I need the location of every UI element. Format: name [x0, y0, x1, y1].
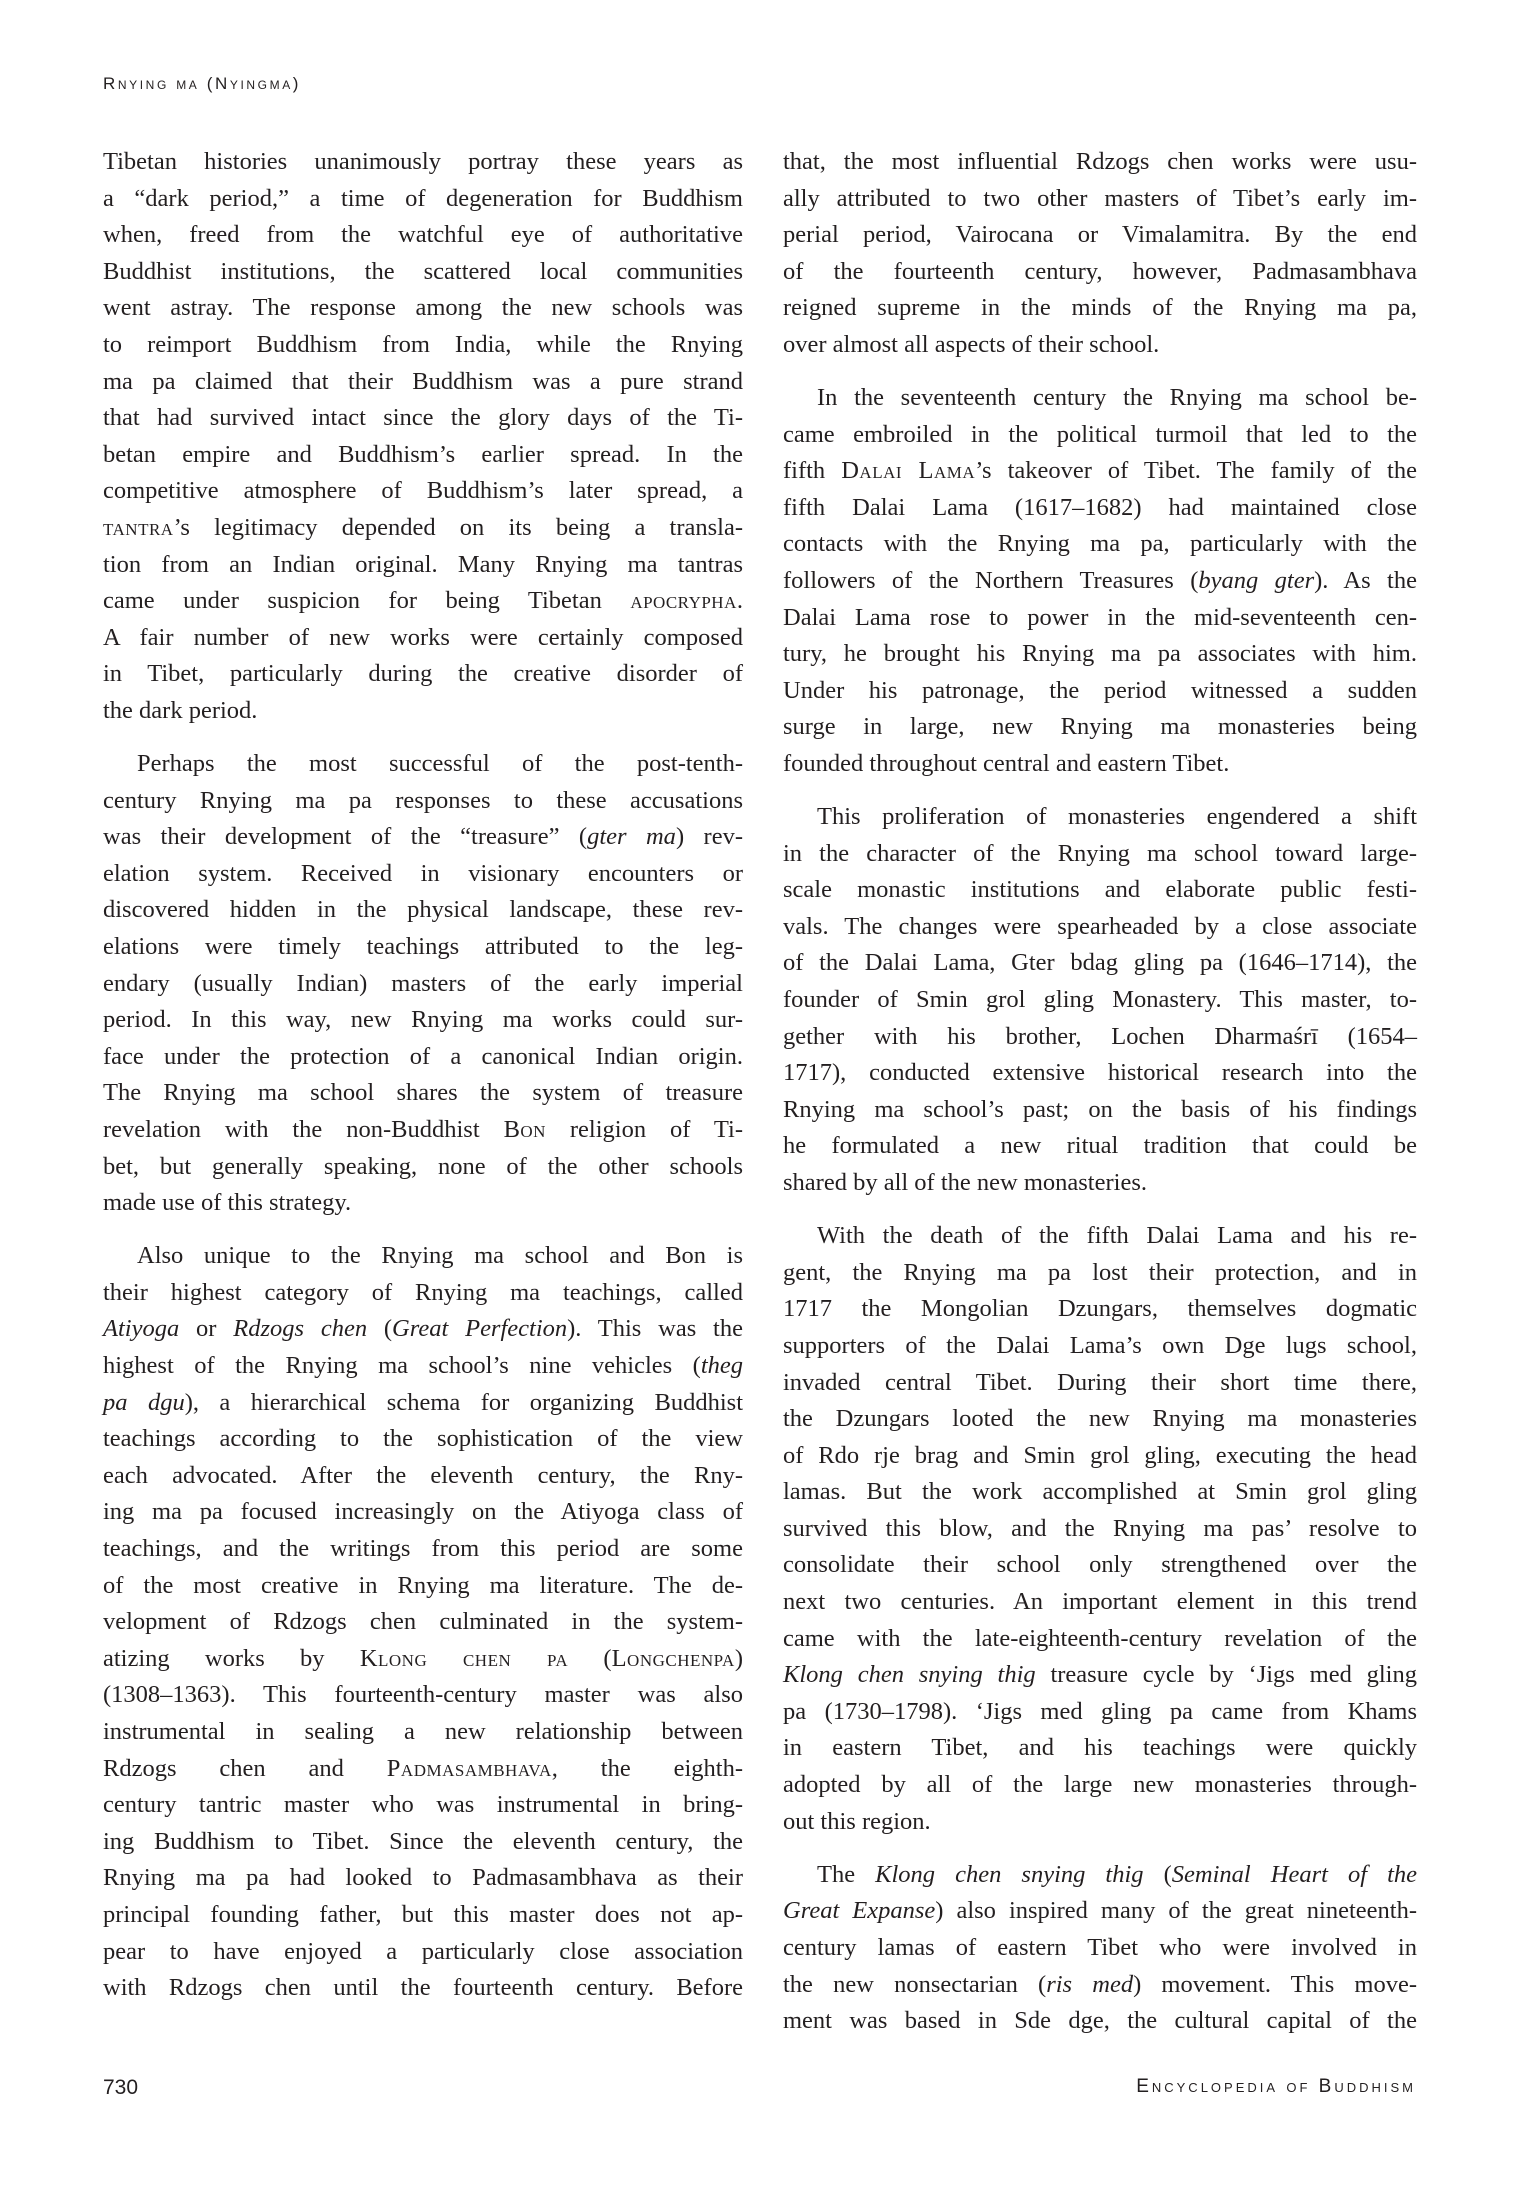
text-line: elation system. Received in visionary encounters or	[103, 859, 743, 887]
text-line: Klong chen snying thig treasure cycle by ‘Jigs med gling	[783, 1661, 1417, 1689]
italic-term: gter ma	[587, 823, 676, 851]
text-line: invaded central Tibet. During their short time there,	[783, 1368, 1417, 1396]
text-line: scale monastic institutions and elaborate public festi-	[783, 876, 1417, 904]
paragraph	[783, 380, 1417, 783]
text-line: came embroiled in the political turmoil that led to the	[783, 420, 1417, 448]
text-line: competitive atmosphere of Buddhism’s later spread, a	[103, 477, 743, 505]
text-line: This proliferation of monasteries engendered a shift	[817, 803, 1417, 831]
text-line: pa (1730–1798). ‘Jigs med gling pa came from Khams	[783, 1697, 1417, 1725]
text-line: Rnying ma pa had looked to Padmasambhava as their	[103, 1864, 743, 1892]
running-head: Rnying ma (Nyingma)	[103, 74, 302, 93]
paragraph	[103, 746, 743, 1222]
text-line: Rdzogs chen and Padmasambhava, the eighth-	[103, 1754, 744, 1782]
text-line: perial period, Vairocana or Vimalamitra. By the end	[783, 221, 1417, 249]
cross-reference: Longchenpa	[611, 1644, 735, 1672]
italic-term: Klong chen snying thig	[875, 1860, 1144, 1888]
text-line: Dalai Lama rose to power in the mid-seventeenth cen-	[783, 603, 1417, 631]
text-line: ment was based in Sde dge, the cultural capital of the	[783, 2007, 1417, 2035]
text-line: Buddhist institutions, the scattered local communities	[103, 257, 743, 285]
text-line: went astray. The response among the new schools was	[103, 294, 743, 322]
text-line: when, freed from the watchful eye of authoritative	[103, 221, 743, 249]
text-line: consolidate their school only strengthened over the	[783, 1551, 1417, 1579]
left-column	[103, 144, 743, 2023]
text-line: teachings according to the sophistication of the view	[103, 1425, 743, 1453]
cross-reference: Dalai Lama	[841, 457, 976, 485]
text-line: with Rdzogs chen until the fourteenth century. Before	[103, 1974, 743, 2002]
text-line: tantra’s legitimacy depended on its being a transla-	[103, 513, 743, 541]
text-line: century Rnying ma pa responses to these accusations	[103, 786, 743, 814]
text-line: out this region.	[783, 1807, 931, 1835]
text-line: principal founding father, but this master does not ap-	[103, 1900, 743, 1928]
text-line: reigned supreme in the minds of the Rnying ma pa,	[783, 294, 1417, 322]
text-line: atizing works by Klong chen pa (Longchenpa)	[103, 1644, 743, 1672]
text-line: century lamas of eastern Tibet who were involved in	[783, 1933, 1417, 1961]
text-line: In the seventeenth century the Rnying ma school be-	[817, 384, 1417, 412]
text-line: Tibetan histories unanimously portray these years as	[103, 148, 743, 175]
text-line: a “dark period,” a time of degeneration for Buddhism	[103, 184, 743, 212]
text-line: gether with his brother, Lochen Dharmaśrī (1654–	[783, 1022, 1417, 1050]
text-line: he formulated a new ritual tradition that could be	[783, 1132, 1417, 1160]
italic-term: Klong chen snying thig	[783, 1661, 1036, 1689]
paragraph	[103, 144, 743, 730]
cross-reference: Padmasambhava	[386, 1754, 552, 1782]
text-line: highest of the Rnying ma school’s nine vehicles (theg	[103, 1352, 743, 1379]
text-line: the dark period.	[103, 696, 258, 724]
text-line: surge in large, new Rnying ma monasteries being	[783, 713, 1417, 741]
text-line: fifth Dalai Lama (1617–1682) had maintained close	[783, 493, 1417, 521]
italic-term: ris med	[1046, 1970, 1134, 1998]
cross-reference: Bon	[503, 1115, 546, 1143]
italic-term: Rdzogs chen	[233, 1315, 368, 1343]
text-line: tion from an Indian original. Many Rnying ma tantras	[103, 550, 743, 578]
text-line: the Dzungars looted the new Rnying ma monasteries	[783, 1405, 1417, 1433]
book-title: Encyclopedia of Buddhism	[1136, 2076, 1416, 2097]
italic-term: Atiyoga	[103, 1315, 180, 1343]
text-line: The Rnying ma school shares the system of treasure	[103, 1079, 743, 1107]
text-line: teachings, and the writings from this period are some	[103, 1534, 743, 1562]
text-line: came under suspicion for being Tibetan apocrypha.	[103, 587, 743, 615]
text-line: ma pa claimed that their Buddhism was a pure strand	[103, 367, 743, 395]
paragraph	[103, 1238, 743, 2006]
text-line: founded throughout central and eastern Tibet.	[783, 750, 1230, 777]
text-line: The Klong chen snying thig (Seminal Heart of the	[817, 1860, 1418, 1888]
text-line: 1717 the Mongolian Dzungars, themselves dogmatic	[783, 1295, 1417, 1323]
text-line: founder of Smin grol gling Monastery. This master, to-	[783, 986, 1417, 1014]
text-line: shared by all of the new monasteries.	[783, 1169, 1147, 1197]
page-number: 730	[103, 2076, 139, 2099]
text-line: betan empire and Buddhism’s earlier spread. In the	[103, 440, 743, 468]
text-line: the new nonsectarian (ris med) movement. This move-	[783, 1970, 1417, 1998]
text-line: in the character of the Rnying ma school toward large-	[783, 839, 1417, 867]
text-line: came with the late-eighteenth-century revelation of the	[783, 1624, 1417, 1652]
text-line: velopment of Rdzogs chen culminated in the system-	[103, 1608, 743, 1636]
text-line: of Rdo rje brag and Smin grol gling, executing the head	[783, 1441, 1417, 1469]
text-line: Under his patronage, the period witnessed a sudden	[783, 676, 1417, 704]
text-line: that had survived intact since the glory days of the Ti-	[103, 404, 743, 432]
text-line: revelation with the non-Buddhist Bon religion of Ti-	[103, 1115, 743, 1143]
text-line: ing ma pa focused increasingly on the Atiyoga class of	[103, 1498, 743, 1526]
text-line: pear to have enjoyed a particularly close association	[103, 1937, 743, 1965]
text-line: ing Buddhism to Tibet. Since the eleventh century, the	[103, 1827, 743, 1855]
text-line: each advocated. After the eleventh century, the Rny-	[103, 1461, 743, 1489]
text-line: pa dgu), a hierarchical schema for organizing Buddhist	[103, 1388, 743, 1416]
text-line: Perhaps the most successful of the post-tenth-	[137, 750, 743, 777]
text-line: of the most creative in Rnying ma literature. The de-	[103, 1571, 743, 1599]
text-line: bet, but generally speaking, none of the other schools	[103, 1152, 743, 1180]
text-line: their highest category of Rnying ma teachings, called	[103, 1278, 743, 1306]
paragraph	[783, 144, 1417, 364]
cross-reference: tantra	[103, 513, 174, 541]
text-line: discovered hidden in the physical landscape, these rev-	[103, 896, 743, 924]
text-line: century tantric master who was instrumental in bring-	[103, 1791, 743, 1819]
text-line: was their development of the “treasure” (gter ma) rev-	[103, 823, 743, 851]
paragraph	[783, 1218, 1417, 1840]
text-line: endary (usually Indian) masters of the early imperial	[103, 969, 743, 997]
text-line: A fair number of new works were certainly composed	[103, 623, 743, 651]
cross-reference: Klong chen pa	[359, 1644, 569, 1672]
text-line: of the fourteenth century, however, Padmasambhava	[783, 257, 1417, 285]
italic-term: theg	[700, 1352, 743, 1379]
text-line: With the death of the fifth Dalai Lama and his re-	[817, 1222, 1417, 1250]
text-line: made use of this strategy.	[103, 1189, 352, 1217]
text-line: that, the most influential Rdzogs chen works were usu-	[783, 148, 1417, 175]
text-line: Great Expanse) also inspired many of the great nineteenth-	[783, 1897, 1417, 1925]
text-line: ally attributed to two other masters of Tibet’s early im-	[783, 184, 1417, 212]
text-line: of the Dalai Lama, Gter bdag gling pa (1646–1714), the	[783, 949, 1417, 977]
italic-term: byang gter	[1198, 567, 1315, 595]
text-line: period. In this way, new Rnying ma works could sur-	[103, 1006, 743, 1034]
text-line: survived this blow, and the Rnying ma pas’ resolve to	[783, 1514, 1417, 1542]
text-line: followers of the Northern Treasures (byang gter). As the	[783, 567, 1417, 595]
italic-term: Great Perfection	[392, 1315, 568, 1343]
paragraph	[783, 1857, 1417, 2040]
italic-term: Seminal Heart of the	[1171, 1860, 1418, 1888]
text-line: in Tibet, particularly during the creative disorder of	[103, 660, 743, 688]
text-line: elations were timely teachings attributed to the leg-	[103, 932, 743, 960]
text-line: fifth Dalai Lama’s takeover of Tibet. The family of the	[783, 457, 1417, 485]
text-line: over almost all aspects of their school.	[783, 330, 1160, 358]
text-line: vals. The changes were spearheaded by a close associate	[783, 912, 1417, 940]
italic-term: pa dgu	[103, 1388, 185, 1416]
text-line: lamas. But the work accomplished at Smin grol gling	[783, 1478, 1417, 1506]
text-line: Rnying ma school’s past; on the basis of his findings	[783, 1095, 1417, 1123]
text-line: Also unique to the Rnying ma school and Bon is	[137, 1242, 743, 1270]
text-line: contacts with the Rnying ma pa, particularly with the	[783, 530, 1417, 558]
text-line: face under the protection of a canonical Indian origin.	[103, 1042, 743, 1070]
text-line: Atiyoga or Rdzogs chen (Great Perfection). This was the	[103, 1315, 743, 1343]
text-line: next two centuries. An important element in this trend	[783, 1588, 1417, 1616]
text-line: to reimport Buddhism from India, while the Rnying	[103, 330, 743, 358]
text-line: supporters of the Dalai Lama’s own Dge lugs school,	[783, 1331, 1417, 1359]
text-line: in eastern Tibet, and his teachings were quickly	[783, 1734, 1417, 1762]
text-line: instrumental in sealing a new relationship between	[103, 1717, 743, 1745]
text-line: adopted by all of the large new monasteries through-	[783, 1771, 1417, 1799]
text-line: gent, the Rnying ma pa lost their protection, and in	[783, 1258, 1417, 1286]
text-line: 1717), conducted extensive historical research into the	[783, 1059, 1417, 1087]
paragraph	[783, 799, 1417, 1202]
right-column	[783, 144, 1417, 2056]
text-line: tury, he brought his Rnying ma pa associates with him.	[783, 640, 1417, 668]
text-line: (1308–1363). This fourteenth-century master was also	[103, 1681, 743, 1709]
cross-reference: apocrypha	[630, 587, 737, 615]
italic-term: Great Expanse	[783, 1897, 936, 1925]
